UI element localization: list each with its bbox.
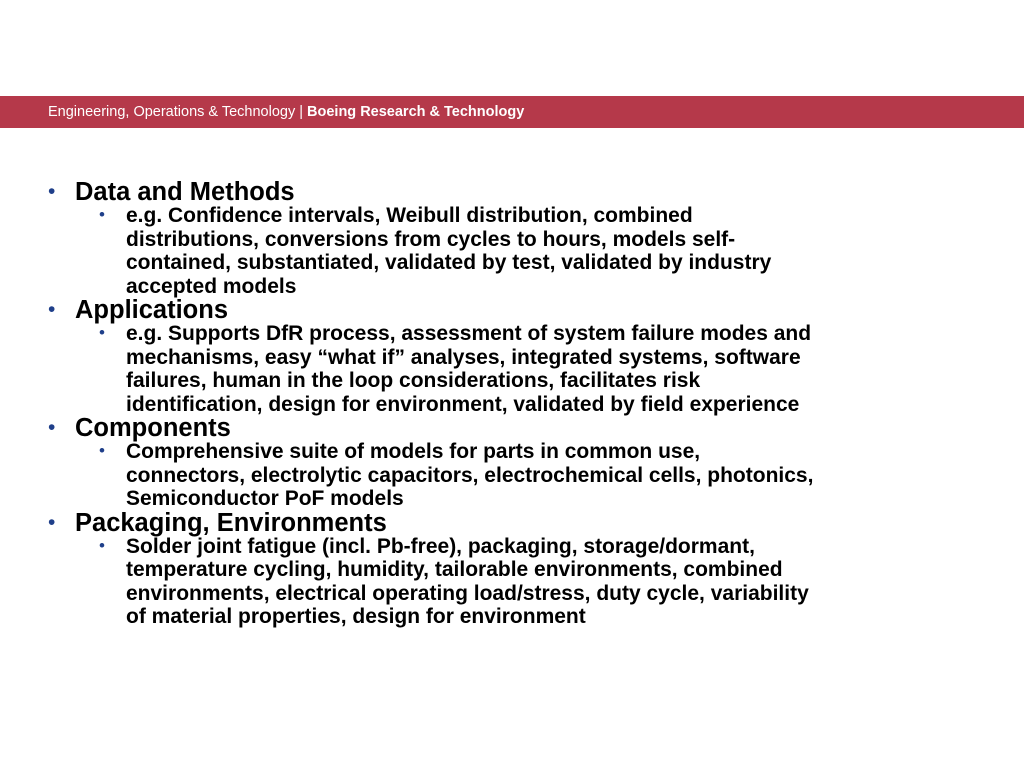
bullet-icon: • [48,510,56,534]
item-line: distributions, conversions from cycles to hours, models self- [126,227,736,251]
item-line: Semiconductor PoF models [126,487,404,510]
item-title: Packaging, Environments [75,508,387,537]
item-line: Comprehensive suite of models for parts in common use, [126,440,701,463]
header-division: Boeing Research & Technology [307,104,525,120]
bullet-icon: • [48,180,56,203]
bullet-list [48,180,988,629]
list-item [48,508,988,629]
item-line: of material properties, design for environment [126,605,586,628]
bullet-icon: • [48,416,56,439]
item-line: environments, electrical operating load/stress, duty cycle, variability [126,581,809,605]
item-title: Components [75,414,231,442]
item-line: failures, human in the loop considerations, facilitates risk [126,369,701,392]
bullet-icon: • [99,441,105,460]
item-line: e.g. Supports DfR process, assessment of system failure modes and [126,322,812,345]
bullet-icon: • [99,535,105,555]
header-banner [0,96,1024,128]
item-line: mechanisms, easy “what if” analyses, integrated systems, software [126,345,801,369]
list-item [48,416,988,511]
item-line: accepted models [126,274,297,298]
item-line: connectors, electrolytic capacitors, electrochemical cells, photonics, [126,463,814,487]
item-line: e.g. Confidence intervals, Weibull distribution, combined [126,204,693,227]
item-title: Applications [75,296,229,324]
item-title: Data and Methods [75,178,295,206]
list-item [48,180,988,298]
item-line: Solder joint fatigue (incl. Pb-free), packaging, storage/dormant, [126,534,755,558]
list-item [48,298,988,416]
header-org: Engineering, Operations & Technology | [48,104,308,120]
bullet-icon: • [99,323,105,342]
bullet-icon: • [99,205,105,224]
item-line: identification, design for environment, validated by field experience [126,392,800,416]
item-line: contained, substantiated, validated by test, validated by industry [126,251,772,274]
item-line: temperature cycling, humidity, tailorable environments, combined [126,558,783,581]
bullet-icon: • [48,298,56,321]
